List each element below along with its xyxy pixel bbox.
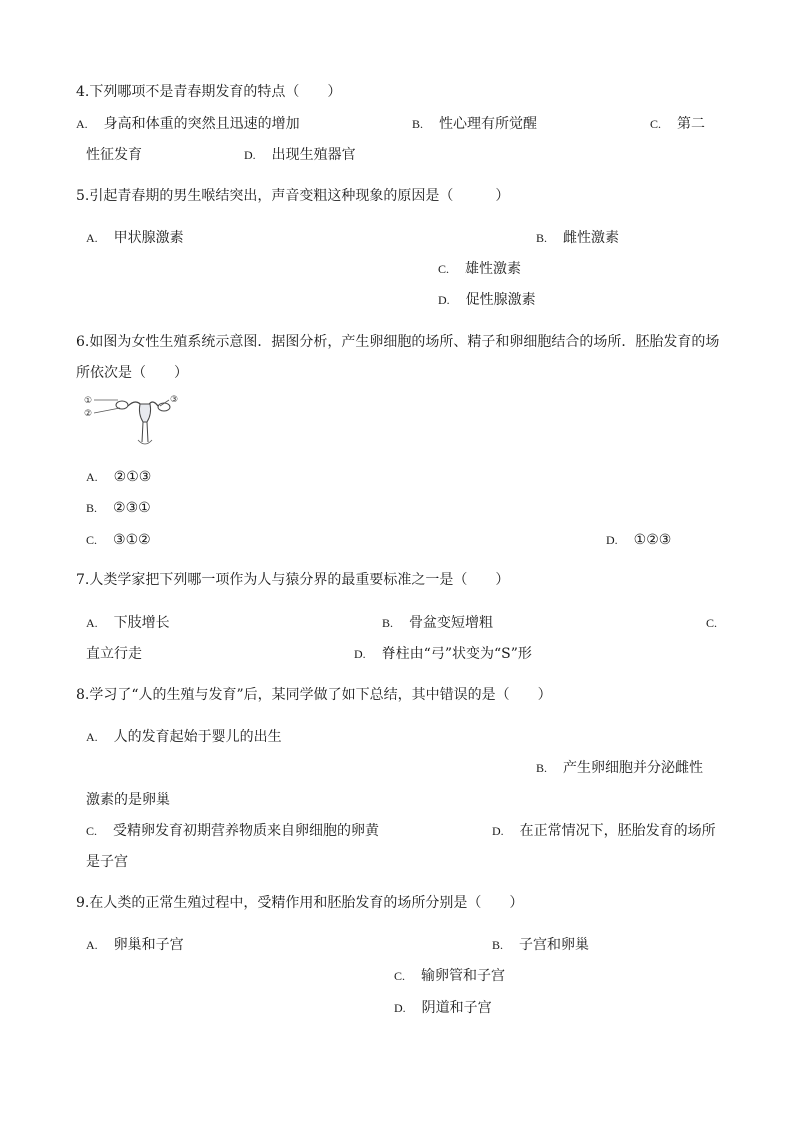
uterus xyxy=(139,404,150,422)
figure-label-1: ① xyxy=(84,396,93,406)
question-8-option-d-cont: 是子宫 xyxy=(86,854,128,870)
option-label: C. xyxy=(86,533,98,547)
option-label: C. xyxy=(650,117,662,131)
option-label: C. xyxy=(86,824,98,838)
vagina xyxy=(142,422,148,442)
question-8-option-c[interactable] xyxy=(86,822,379,840)
option-label: B. xyxy=(536,231,548,245)
option-text: 骨盆变短增粗 xyxy=(409,615,494,631)
vaginal-opening xyxy=(138,440,152,444)
option-label: D. xyxy=(606,533,618,547)
question-5-option-b[interactable] xyxy=(536,229,619,247)
option-label: A. xyxy=(86,938,98,952)
option-text: 身高和体重的突然且迅速的增加 xyxy=(103,116,300,132)
option-text: 性心理有所觉醒 xyxy=(439,116,538,132)
option-label: A. xyxy=(86,231,98,245)
question-7-option-c-cont: 直立行走 xyxy=(86,646,142,662)
right-ovary xyxy=(158,403,170,411)
option-label: A. xyxy=(86,616,98,630)
question-9-option-b[interactable] xyxy=(492,936,589,954)
option-text: ②①③ xyxy=(113,469,152,485)
option-text: 出现生殖器官 xyxy=(271,147,356,163)
option-text: 受精卵发育初期营养物质来自卵细胞的卵黄 xyxy=(113,823,380,839)
option-text: 产生卵细胞并分泌雌性 xyxy=(563,760,704,776)
option-text: ①②③ xyxy=(633,532,672,548)
option-label: D. xyxy=(354,647,366,661)
question-6-option-c[interactable] xyxy=(86,531,151,549)
option-label: D. xyxy=(394,1001,406,1015)
option-label: A. xyxy=(86,470,98,484)
option-label: C. xyxy=(706,616,718,630)
option-text: 下肢增长 xyxy=(113,615,170,631)
female-reproductive-system-diagram xyxy=(84,392,184,450)
option-label: D. xyxy=(492,824,504,838)
option-text: 输卵管和子宫 xyxy=(421,968,506,984)
option-label: D. xyxy=(244,148,256,162)
figure-label-2: ② xyxy=(84,409,93,419)
option-text: 人的发育起始于婴儿的出生 xyxy=(113,729,282,745)
option-text: 第二 xyxy=(677,116,706,132)
question-8-option-d[interactable] xyxy=(492,822,716,840)
question-8-option-b-cont: 激素的是卵巢 xyxy=(86,792,170,808)
option-text: ③①② xyxy=(113,532,151,548)
question-6-option-b[interactable] xyxy=(86,499,151,517)
question-8-option-a[interactable] xyxy=(86,728,282,746)
option-label: C. xyxy=(394,969,406,983)
question-4-stem: 4.下列哪项不是青春期发育的特点（ ） xyxy=(76,84,342,100)
option-text: 阴道和子宫 xyxy=(421,1000,492,1016)
option-text: 雌性激素 xyxy=(563,230,620,246)
option-label: B. xyxy=(536,761,548,775)
option-text: ②③① xyxy=(113,500,151,516)
option-text: 卵巢和子宫 xyxy=(113,937,184,953)
option-text: 子宫和卵巢 xyxy=(519,937,590,953)
question-5-option-d[interactable] xyxy=(438,291,536,309)
option-text: 促性腺激素 xyxy=(465,292,536,308)
question-6-option-a[interactable] xyxy=(86,468,151,486)
question-7-option-b[interactable] xyxy=(382,614,493,632)
leader-line-2 xyxy=(94,408,120,413)
figure-label-3: ③ xyxy=(170,395,179,405)
option-label: D. xyxy=(438,293,450,307)
option-label: B. xyxy=(412,117,424,131)
question-7-stem: 7.人类学家把下列哪一项作为人与猿分界的最重要标准之一是（ ） xyxy=(76,572,510,588)
question-8-option-b[interactable] xyxy=(536,759,703,777)
option-label: A. xyxy=(86,730,98,744)
option-label: B. xyxy=(382,616,394,630)
question-7-option-a[interactable] xyxy=(86,614,170,632)
question-5-option-c[interactable] xyxy=(438,260,521,278)
question-4-option-c[interactable] xyxy=(650,115,705,133)
question-8-stem: 8.学习了“人的生殖与发育”后，某同学做了如下总结，其中错误的是（ ） xyxy=(76,687,552,703)
question-4-option-d[interactable] xyxy=(244,146,356,164)
option-text: 雄性激素 xyxy=(465,261,522,277)
question-5-option-a[interactable] xyxy=(86,229,184,247)
question-6-stem-line2: 所依次是（ ） xyxy=(76,365,188,381)
question-9-stem: 9.在人类的正常生殖过程中，受精作用和胚胎发育的场所分别是（ ） xyxy=(76,895,524,911)
option-label: B. xyxy=(86,501,98,515)
option-label: A. xyxy=(76,117,88,131)
question-6-stem-line1: 6.如图为女性生殖系统示意图．据图分析，产生卵细胞的场所、精子和卵细胞结合的场所．胚胎发育的场 xyxy=(76,334,720,350)
option-label: C. xyxy=(438,262,450,276)
option-text: 甲状腺激素 xyxy=(113,230,184,246)
option-text: 在正常情况下，胚胎发育的场所 xyxy=(519,823,716,839)
question-4-option-a[interactable] xyxy=(76,115,300,133)
question-4-option-c-cont: 性征发育 xyxy=(86,147,142,163)
option-text: 脊柱由“弓”状变为“S”形 xyxy=(381,646,532,662)
question-7-option-d[interactable] xyxy=(354,645,532,663)
question-9-option-c[interactable] xyxy=(394,967,505,985)
question-9-option-d[interactable] xyxy=(394,999,492,1017)
question-6-option-d[interactable] xyxy=(606,531,671,549)
option-label: B. xyxy=(492,938,504,952)
question-9-option-a[interactable] xyxy=(86,936,184,954)
question-7-option-c[interactable] xyxy=(706,614,717,632)
question-4-option-b[interactable] xyxy=(412,115,537,133)
question-5-stem: 5.引起青春期的男生喉结突出，声音变粗这种现象的原因是（ ） xyxy=(76,188,510,204)
left-ovary xyxy=(116,401,128,409)
